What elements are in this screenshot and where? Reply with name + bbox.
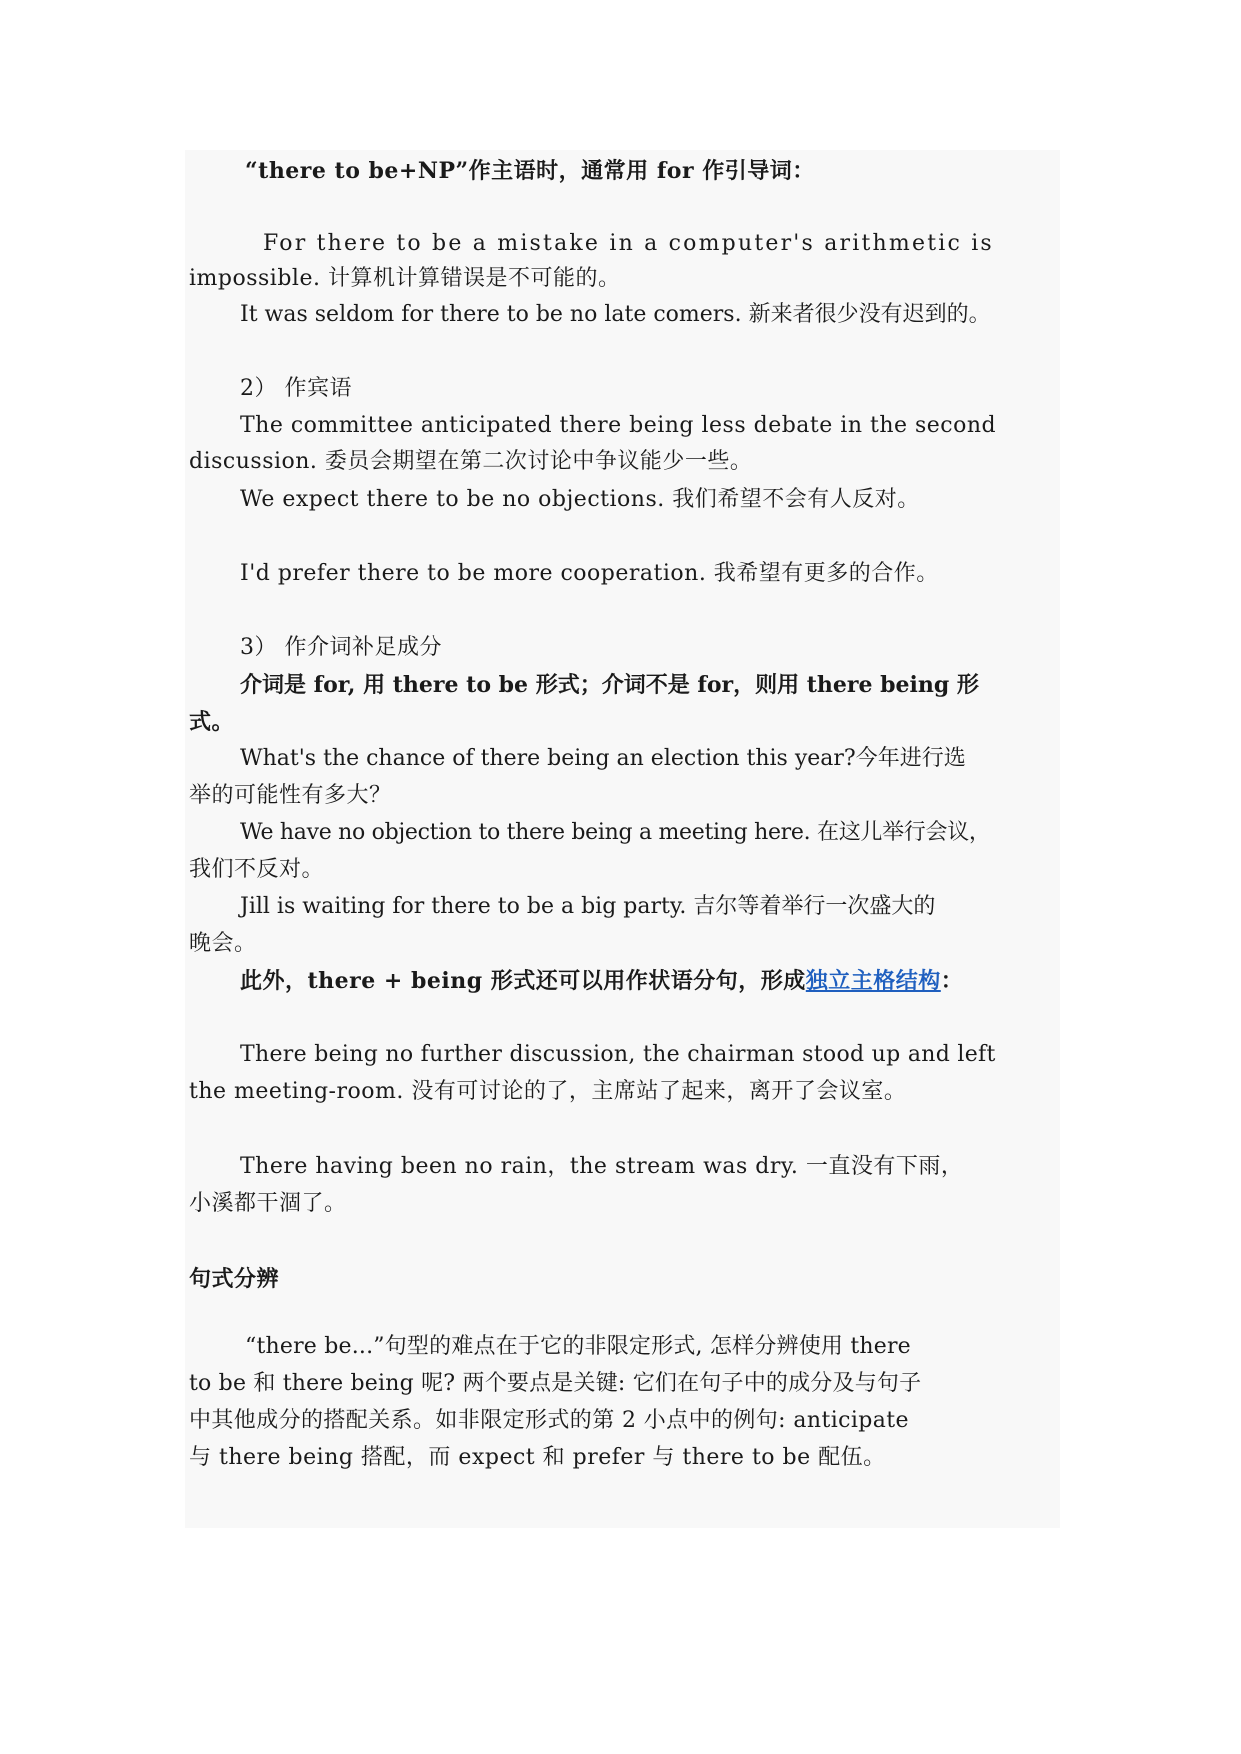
paragraph-subject-note: “there to be+NP”作主语时，通常用 for 作引导词： (245, 158, 815, 184)
example-sentence: The committee anticipated there being less debate in the second (240, 413, 997, 438)
section-heading-prep: 3） 作介词补足成分 (240, 635, 442, 660)
section-heading-object: 2） 作宾语 (240, 376, 352, 401)
rule-text: 式。 (189, 709, 235, 735)
section-heading-distinguish: 句式分辨 (189, 1266, 280, 1292)
example-sentence: We expect there to be no objections. 我们希望不会有人反对。 (240, 487, 920, 512)
example-sentence: What's the chance of there being an election this year?今年进行选 (240, 746, 966, 771)
explanation-text: 中其他成分的搭配关系。如非限定形式的第 2 小点中的例句: anticipate (189, 1408, 909, 1433)
example-sentence: There having been no rain，the stream was dry. 一直没有下雨， (240, 1154, 964, 1179)
explanation-text: 与 there being 搭配，而 expect 和 prefer 与 there to be 配伍。 (189, 1445, 886, 1470)
example-sentence: For there to be a mistake in a computer's arithmetic is (263, 231, 994, 256)
rule-text: 介词是 for, 用 there to be 形式；介词不是 for，则用 there being 形 (240, 672, 979, 698)
absolute-construction-note (240, 966, 963, 996)
example-sentence: I'd prefer there to be more cooperation. 我希望有更多的合作。 (240, 561, 939, 586)
example-sentence: It was seldom for there to be no late comers. 新来者很少没有迟到的。 (240, 302, 991, 327)
explanation-text: “there be...”句型的难点在于它的非限定形式, 怎样分辨使用 there (245, 1334, 911, 1359)
example-sentence: the meeting-room. 没有可讨论的了，主席站了起来，离开了会议室。 (189, 1079, 907, 1104)
note-colon: ： (940, 968, 964, 994)
example-sentence: 小溪都干涸了。 (189, 1191, 347, 1216)
example-sentence: 举的可能性有多大？ (189, 783, 392, 808)
absolute-construction-link[interactable]: 独立主格结构 (805, 968, 941, 994)
example-sentence: impossible. 计算机计算错误是不可能的。 (189, 266, 621, 291)
note-text: 此外，there + being 形式还可以用作状语分句，形成 (240, 968, 806, 994)
explanation-text: to be 和 there being 呢? 两个要点是关键: 它们在句子中的成分及与句子 (189, 1371, 922, 1396)
example-sentence: discussion. 委员会期望在第二次讨论中争议能少一些。 (189, 449, 753, 474)
example-sentence: 晚会。 (189, 931, 257, 956)
example-sentence: Jill is waiting for there to be a big party. 吉尔等着举行一次盛大的 (240, 894, 936, 919)
example-sentence: We have no objection to there being a meeting here. 在这儿举行会议， (240, 820, 991, 845)
example-sentence: 我们不反对。 (189, 857, 325, 882)
example-sentence: There being no further discussion, the chairman stood up and left (240, 1042, 996, 1067)
